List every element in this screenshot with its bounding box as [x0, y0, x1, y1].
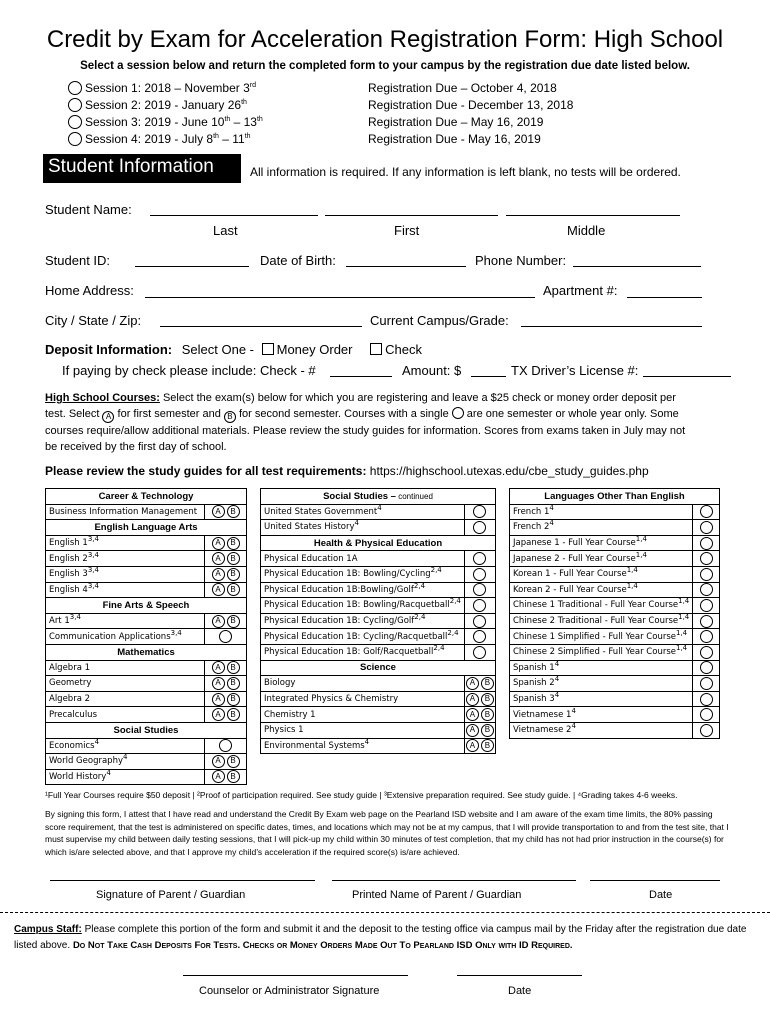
- section-header-fine-arts-speech: Fine Arts & Speech: [46, 598, 247, 614]
- section-header-row: [46, 644, 247, 660]
- campus-grade-label: Current Campus/Grade:: [370, 313, 509, 328]
- first-caption: First: [394, 223, 420, 238]
- course-bubbles: [464, 644, 495, 660]
- dob-field[interactable]: [346, 266, 466, 267]
- session-4-radio[interactable]: [68, 132, 82, 146]
- section-header-social-studies: Social Studies: [46, 722, 247, 738]
- course-row: [510, 629, 720, 645]
- single-exam-bubble[interactable]: [473, 630, 486, 643]
- semester-b-bubble[interactable]: B: [227, 755, 240, 768]
- course-row: [510, 582, 720, 598]
- course-name-vietnamese-2: Vietnamese $2^4$: [510, 722, 693, 738]
- semester-a-bubble[interactable]: A: [466, 739, 479, 752]
- form-subtitle: Select a session below and return the completed form to your campus by the registration due date listed below.: [80, 60, 690, 72]
- course-name-precalculus: Precalculus: [46, 707, 205, 723]
- course-row: [46, 691, 247, 707]
- course-row: [261, 691, 496, 707]
- semester-b-bubble[interactable]: B: [227, 537, 240, 550]
- bubble-empty-icon: [452, 407, 464, 419]
- cash-deposit-notice: Do Not Take Cash Deposits For Tests. Checks or Money Orders Made Out To Pearland ISD Only with ID Required.: [72, 940, 573, 951]
- single-exam-bubble[interactable]: [700, 615, 713, 628]
- session-1-radio[interactable]: [68, 81, 82, 95]
- semester-b-bubble[interactable]: B: [227, 661, 240, 674]
- city-state-zip-label: City / State / Zip:: [45, 313, 142, 328]
- parent-printed-name-label: Printed Name of Parent / Guardian: [352, 889, 522, 901]
- course-name-chinese-1-traditional-full-year-course: Chinese 1 Traditional - Full Year Course$^{1,4}$: [510, 598, 693, 614]
- course-name-chemistry-1: Chemistry 1: [261, 707, 465, 723]
- course-row: [261, 551, 496, 567]
- single-exam-bubble[interactable]: [700, 661, 713, 674]
- semester-a-bubble[interactable]: A: [212, 770, 225, 783]
- session-2-due: Registration Due - December 13, 2018: [368, 98, 574, 112]
- course-row: [261, 738, 496, 754]
- course-bubbles: [464, 551, 495, 567]
- course-row: [46, 629, 247, 645]
- course-row: [510, 707, 720, 723]
- middle-caption: Middle: [567, 223, 606, 238]
- course-bubbles: [693, 676, 720, 692]
- courses-heading: High School Courses:: [45, 392, 160, 404]
- campus-staff-section: [14, 922, 754, 954]
- course-bubbles: [205, 769, 247, 785]
- course-bubbles: [464, 691, 495, 707]
- select-one-label: Select One -: [181, 342, 254, 357]
- session-3-label: Session 3: 2019 - June 10th – 13th: [85, 115, 263, 129]
- section-header-row: [261, 660, 496, 676]
- section-header-row: [46, 520, 247, 536]
- campus-staff-text: Please complete this portion of the form and submit it and the deposit to the testing office via campus mail by the Friday after the registration due date listed above.: [14, 924, 747, 951]
- course-bubbles: [693, 551, 720, 567]
- course-name-english-1: English 1$^{3,4}$: [46, 535, 205, 551]
- semester-a-bubble[interactable]: A: [466, 724, 479, 737]
- section-header-row: [46, 722, 247, 738]
- course-name-physical-education-1b-bowling-cycling: Physical Education 1B: Bowling/Cycling$^{2,4}$: [261, 566, 465, 582]
- course-name-chinese-2-traditional-full-year-course: Chinese 2 Traditional - Full Year Course$^{1,4}$: [510, 613, 693, 629]
- single-exam-bubble[interactable]: [700, 646, 713, 659]
- semester-a-bubble[interactable]: A: [212, 755, 225, 768]
- section-header-career-technology: Career & Technology: [46, 489, 247, 505]
- apartment-field[interactable]: [627, 297, 702, 298]
- course-bubbles: [205, 551, 247, 567]
- course-row: [510, 551, 720, 567]
- deposit-label: Deposit Information:: [45, 342, 173, 357]
- course-row: [261, 520, 496, 536]
- course-row: [510, 691, 720, 707]
- single-exam-bubble[interactable]: [473, 505, 486, 518]
- semester-b-bubble[interactable]: B: [481, 724, 494, 737]
- single-exam-bubble[interactable]: [700, 568, 713, 581]
- course-row: [261, 629, 496, 645]
- section-header-english-language-arts: English Language Arts: [46, 520, 247, 536]
- semester-a-bubble[interactable]: A: [466, 693, 479, 706]
- course-name-biology: Biology: [261, 676, 465, 692]
- course-row: [510, 504, 720, 520]
- course-name-algebra-1: Algebra 1: [46, 660, 205, 676]
- study-guides-line: [45, 464, 649, 478]
- single-exam-bubble[interactable]: [700, 708, 713, 721]
- course-bubbles: [205, 660, 247, 676]
- course-name-japanese-1-full-year-course: Japanese 1 - Full Year Course$^{1,4}$: [510, 535, 693, 551]
- section-header-health-physical-education: Health & Physical Education: [261, 535, 496, 551]
- course-row: [261, 582, 496, 598]
- single-exam-bubble[interactable]: [219, 630, 232, 643]
- course-row: [46, 582, 247, 598]
- course-row: [510, 660, 720, 676]
- course-name-korean-2-full-year-course: Korean 2 - Full Year Course$^{1,4}$: [510, 582, 693, 598]
- course-name-english-4: English 4$^{3,4}$: [46, 582, 205, 598]
- section-header-row: [510, 489, 720, 505]
- course-bubbles: [693, 582, 720, 598]
- session-4-label: Session 4: 2019 - July 8th – 11th: [85, 132, 251, 146]
- course-bubbles: [205, 707, 247, 723]
- section-header-row: [46, 489, 247, 505]
- course-row: [261, 722, 496, 738]
- license-field[interactable]: [643, 376, 731, 377]
- course-row: [261, 676, 496, 692]
- course-bubbles: [464, 613, 495, 629]
- course-bubbles: [693, 520, 720, 536]
- single-exam-bubble[interactable]: [473, 615, 486, 628]
- counselor-signature-label: Counselor or Administrator Signature: [199, 985, 380, 997]
- phone-label: Phone Number:: [475, 253, 567, 268]
- course-bubbles: [464, 738, 495, 754]
- course-row: [510, 520, 720, 536]
- check-label: Check: [385, 342, 422, 357]
- semester-b-bubble[interactable]: B: [227, 568, 240, 581]
- course-name-french-2: French $2^4$: [510, 520, 693, 536]
- session-option-2[interactable]: [68, 98, 247, 112]
- courses-intro-line-3: courses require/allow additional materials. Please review the study guides for information. Scores from exams taken in July may not: [45, 425, 686, 437]
- semester-a-bubble[interactable]: A: [212, 552, 225, 565]
- semester-a-bubble[interactable]: A: [212, 661, 225, 674]
- form-title: Credit by Exam for Acceleration Registration Form: High School: [46, 26, 724, 53]
- single-exam-bubble[interactable]: [700, 537, 713, 550]
- session-option-1[interactable]: [68, 81, 256, 95]
- course-row: [510, 644, 720, 660]
- last-name-field[interactable]: [150, 215, 318, 216]
- course-bubbles: [693, 566, 720, 582]
- course-row: [46, 535, 247, 551]
- course-bubbles: [464, 722, 495, 738]
- course-bubbles: [205, 566, 247, 582]
- section-header-science: Science: [261, 660, 496, 676]
- course-row: [46, 613, 247, 629]
- course-bubbles: [464, 582, 495, 598]
- semester-a-bubble[interactable]: A: [212, 708, 225, 721]
- course-name-physical-education-1a: Physical Education 1A: [261, 551, 465, 567]
- semester-b-bubble[interactable]: B: [227, 505, 240, 518]
- check-checkbox[interactable]: [370, 343, 382, 355]
- single-exam-bubble[interactable]: [700, 552, 713, 565]
- course-row: [46, 707, 247, 723]
- course-bubbles: [693, 644, 720, 660]
- course-row: [261, 613, 496, 629]
- staff-divider: [0, 912, 770, 913]
- course-row: [46, 676, 247, 692]
- session-1-due: Registration Due – October 4, 2018: [368, 81, 557, 95]
- course-row: [46, 754, 247, 770]
- money-order-checkbox[interactable]: [262, 343, 274, 355]
- single-exam-bubble[interactable]: [700, 583, 713, 596]
- attestation-text: By signing this form, I attest that I have read and understand the Credit By Exam web page on the Pearland ISD website and I am aware of the exam time limits, the 80% passing score requirement, that the test is administered on specific dates, times, and locations which may not be at my campus, that I will provide transportation to and from the test site, that I must supervise my child between daily testing sessions, that I will pick-up my child within 30 minutes of test completion, that my child has not had prior instruction in the course(s) for which is/are selected above, and that I approve my child’s acceleration if the required score(s) is/are achieved.: [45, 809, 729, 857]
- single-exam-bubble[interactable]: [473, 552, 486, 565]
- course-bubbles: [693, 535, 720, 551]
- course-bubbles: [693, 660, 720, 676]
- counselor-date-label: Date: [508, 985, 532, 997]
- course-row: [510, 613, 720, 629]
- section-header-row: [261, 489, 496, 505]
- amount-label: Amount: $: [402, 363, 462, 378]
- course-bubbles: [205, 738, 247, 754]
- license-label: TX Driver’s License #:: [511, 363, 639, 378]
- address-label: Home Address:: [45, 283, 134, 298]
- course-name-english-2: English 2$^{3,4}$: [46, 551, 205, 567]
- course-bubbles: [464, 707, 495, 723]
- course-bubbles: [464, 629, 495, 645]
- parent-printed-name-field[interactable]: [332, 880, 576, 881]
- student-id-label: Student ID:: [45, 253, 111, 268]
- course-bubbles: [464, 504, 495, 520]
- single-exam-bubble[interactable]: [700, 521, 713, 534]
- course-name-geometry: Geometry: [46, 676, 205, 692]
- semester-a-bubble[interactable]: A: [212, 583, 225, 596]
- single-exam-bubble[interactable]: [700, 724, 713, 737]
- city-state-zip-field[interactable]: [160, 326, 362, 327]
- study-guides-label: Please review the study guides for all test requirements:: [45, 464, 367, 478]
- session-option-3[interactable]: [68, 115, 263, 129]
- courses-intro: [45, 390, 745, 455]
- parent-signature-label: Signature of Parent / Guardian: [96, 889, 246, 901]
- student-info-note: All information is required. If any information is left blank, no tests will be ordered.: [250, 165, 681, 179]
- first-name-field[interactable]: [325, 215, 498, 216]
- course-bubbles: [464, 520, 495, 536]
- semester-a-bubble[interactable]: A: [212, 568, 225, 581]
- course-name-chinese-1-simplified-full-year-course: Chinese 1 Simplified - Full Year Course$^{1,4}$: [510, 629, 693, 645]
- course-name-physical-education-1b-cycling-golf: Physical Education 1B: Cycling/Golf$^{2,4}$: [261, 613, 465, 629]
- session-1-label: Session 1: 2018 – November 3rd: [85, 81, 256, 95]
- course-row: [261, 707, 496, 723]
- session-3-due: Registration Due – May 16, 2019: [368, 115, 544, 129]
- check-number-label: If paying by check please include: Check - #: [62, 363, 316, 378]
- course-row: [510, 598, 720, 614]
- section-header-mathematics: Mathematics: [46, 644, 247, 660]
- check-number-field[interactable]: [330, 376, 392, 377]
- courses-intro-line-1: High School Courses: Select the exam(s) below for which you are registering and leave a $25 check or money order deposit per: [45, 392, 676, 404]
- semester-a-bubble[interactable]: A: [212, 505, 225, 518]
- course-name-chinese-2-simplified-full-year-course: Chinese 2 Simplified - Full Year Course$^{1,4}$: [510, 644, 693, 660]
- course-bubbles: [205, 676, 247, 692]
- section-header-social-studies: Social Studies – continued: [261, 489, 496, 505]
- course-bubbles: [205, 504, 247, 520]
- student-info-heading: Student Information: [43, 154, 241, 183]
- course-row: [46, 660, 247, 676]
- course-row: [510, 676, 720, 692]
- course-bubbles: [205, 754, 247, 770]
- course-table-col3: [509, 488, 720, 739]
- dob-label: Date of Birth:: [260, 253, 336, 268]
- course-row: [46, 566, 247, 582]
- courses-intro-line-4: be received by the first day of school.: [45, 441, 227, 453]
- course-row: [46, 551, 247, 567]
- course-bubbles: [693, 613, 720, 629]
- course-name-world-geography: World Geography$^4$: [46, 754, 205, 770]
- course-bubbles: [464, 566, 495, 582]
- course-name-spanish-3: Spanish $3^4$: [510, 691, 693, 707]
- course-bubbles: [693, 598, 720, 614]
- course-row: [261, 504, 496, 520]
- course-name-world-history: World History$^4$: [46, 769, 205, 785]
- course-bubbles: [464, 598, 495, 614]
- money-order-label: Money Order: [276, 342, 353, 357]
- single-exam-bubble[interactable]: [700, 677, 713, 690]
- course-bubbles: [464, 676, 495, 692]
- course-name-french-1: French $1^4$: [510, 504, 693, 520]
- single-exam-bubble[interactable]: [700, 505, 713, 518]
- session-option-4[interactable]: [68, 132, 251, 146]
- student-id-field[interactable]: [135, 266, 249, 267]
- course-row: [510, 535, 720, 551]
- semester-a-bubble[interactable]: A: [466, 677, 479, 690]
- semester-b-bubble[interactable]: B: [481, 693, 494, 706]
- course-name-art-1: Art 1$^{3,4}$: [46, 613, 205, 629]
- course-name-physical-education-1b-bowling-racquetball: Physical Education 1B: Bowling/Racquetball$^{2,4}$: [261, 598, 465, 614]
- semester-b-bubble[interactable]: B: [227, 677, 240, 690]
- single-exam-bubble[interactable]: [700, 693, 713, 706]
- semester-a-bubble[interactable]: A: [212, 615, 225, 628]
- counselor-signature-field[interactable]: [183, 975, 408, 976]
- course-row: [46, 769, 247, 785]
- semester-a-bubble[interactable]: A: [212, 693, 225, 706]
- address-field[interactable]: [145, 297, 535, 298]
- semester-b-bubble[interactable]: B: [481, 708, 494, 721]
- footnotes: ¹Full Year Courses require $50 deposit | ²Proof of participation required. See study guide | ³Extensive preparation required. See study guide. | ⁴Grading takes 4-6 weeks.: [45, 790, 678, 800]
- course-bubbles: [205, 691, 247, 707]
- course-name-korean-1-full-year-course: Korean 1 - Full Year Course$^{1,4}$: [510, 566, 693, 582]
- courses-intro-line-2: test. Select A for first semester and B for second semester. Courses with a single are one semester or whole year only. Some: [45, 408, 679, 421]
- session-3-radio[interactable]: [68, 115, 82, 129]
- single-exam-bubble[interactable]: [473, 521, 486, 534]
- course-name-english-3: English 3$^{3,4}$: [46, 566, 205, 582]
- course-bubbles: [693, 504, 720, 520]
- apartment-label: Apartment #:: [543, 283, 618, 298]
- course-row: [46, 738, 247, 754]
- course-name-spanish-2: Spanish $2^4$: [510, 676, 693, 692]
- section-header-languages-other-than-english: Languages Other Than English: [510, 489, 720, 505]
- course-bubbles: [205, 535, 247, 551]
- semester-a-bubble[interactable]: A: [466, 708, 479, 721]
- deposit-row: [45, 342, 422, 357]
- course-name-physical-education-1b-cycling-racquetball: Physical Education 1B: Cycling/Racquetball$^{2,4}$: [261, 629, 465, 645]
- course-bubbles: [693, 691, 720, 707]
- single-exam-bubble[interactable]: [473, 646, 486, 659]
- course-row: [510, 566, 720, 582]
- course-name-japanese-2-full-year-course: Japanese 2 - Full Year Course$^{1,4}$: [510, 551, 693, 567]
- single-exam-bubble[interactable]: [473, 583, 486, 596]
- course-name-physical-education-1b-bowling-golf: Physical Education 1B:Bowling/Golf$^{2,4}$: [261, 582, 465, 598]
- semester-b-bubble[interactable]: B: [227, 693, 240, 706]
- single-exam-bubble[interactable]: [700, 630, 713, 643]
- last-caption: Last: [213, 223, 238, 238]
- bubble-a-icon: A: [102, 411, 114, 423]
- course-name-algebra-2: Algebra 2: [46, 691, 205, 707]
- semester-a-bubble[interactable]: A: [212, 537, 225, 550]
- session-4-due: Registration Due - May 16, 2019: [368, 132, 541, 146]
- course-name-physical-education-1b-golf-racquetball: Physical Education 1B: Golf/Racquetball$^{2,4}$: [261, 644, 465, 660]
- course-bubbles: [693, 722, 720, 738]
- course-row: [261, 598, 496, 614]
- semester-a-bubble[interactable]: A: [212, 677, 225, 690]
- semester-b-bubble[interactable]: B: [227, 708, 240, 721]
- course-row: [261, 644, 496, 660]
- amount-field[interactable]: [471, 376, 506, 377]
- course-name-integrated-physics-chemistry: Integrated Physics & Chemistry: [261, 691, 465, 707]
- course-bubbles: [205, 613, 247, 629]
- semester-b-bubble[interactable]: B: [227, 770, 240, 783]
- campus-grade-field[interactable]: [521, 326, 702, 327]
- course-table-col1: [45, 488, 247, 785]
- course-table-col2: [260, 488, 496, 754]
- course-row: [46, 504, 247, 520]
- parent-signature-field[interactable]: [50, 880, 315, 881]
- study-guides-url[interactable]: https://highschool.utexas.edu/cbe_study_guides.php: [366, 464, 649, 478]
- campus-staff-label: Campus Staff:: [14, 924, 82, 935]
- course-row: [510, 722, 720, 738]
- course-name-spanish-1: Spanish $1^4$: [510, 660, 693, 676]
- course-name-environmental-systems: Environmental Systems$^4$: [261, 738, 465, 754]
- section-header-row: [46, 598, 247, 614]
- session-2-label: Session 2: 2019 - January 26th: [85, 98, 247, 112]
- semester-b-bubble[interactable]: B: [227, 583, 240, 596]
- middle-name-field[interactable]: [506, 215, 680, 216]
- semester-b-bubble[interactable]: B: [481, 739, 494, 752]
- course-bubbles: [205, 582, 247, 598]
- semester-b-bubble[interactable]: B: [481, 677, 494, 690]
- course-name-business-information-management: Business Information Management: [46, 504, 205, 520]
- single-exam-bubble[interactable]: [473, 599, 486, 612]
- bubble-b-icon: B: [224, 411, 236, 423]
- course-name-vietnamese-1: Vietnamese $1^4$: [510, 707, 693, 723]
- student-name-label: Student Name:: [45, 202, 132, 217]
- course-name-united-states-history: United States History$^4$: [261, 520, 465, 536]
- single-exam-bubble[interactable]: [473, 568, 486, 581]
- course-name-economics: Economics$^4$: [46, 738, 205, 754]
- parent-date-label: Date: [649, 889, 673, 901]
- session-2-radio[interactable]: [68, 98, 82, 112]
- course-bubbles: [693, 707, 720, 723]
- course-bubbles: [693, 629, 720, 645]
- parent-date-field[interactable]: [590, 880, 720, 881]
- course-name-communication-applications: Communication Applications$^{3,4}$: [46, 629, 205, 645]
- semester-b-bubble[interactable]: B: [227, 552, 240, 565]
- phone-field[interactable]: [573, 266, 701, 267]
- single-exam-bubble[interactable]: [700, 599, 713, 612]
- course-name-physics-1: Physics 1: [261, 722, 465, 738]
- counselor-date-field[interactable]: [457, 975, 582, 976]
- course-bubbles: [205, 629, 247, 645]
- course-row: [261, 566, 496, 582]
- semester-b-bubble[interactable]: B: [227, 615, 240, 628]
- course-name-united-states-government: United States Government$^4$: [261, 504, 465, 520]
- section-header-row: [261, 535, 496, 551]
- single-exam-bubble[interactable]: [219, 739, 232, 752]
